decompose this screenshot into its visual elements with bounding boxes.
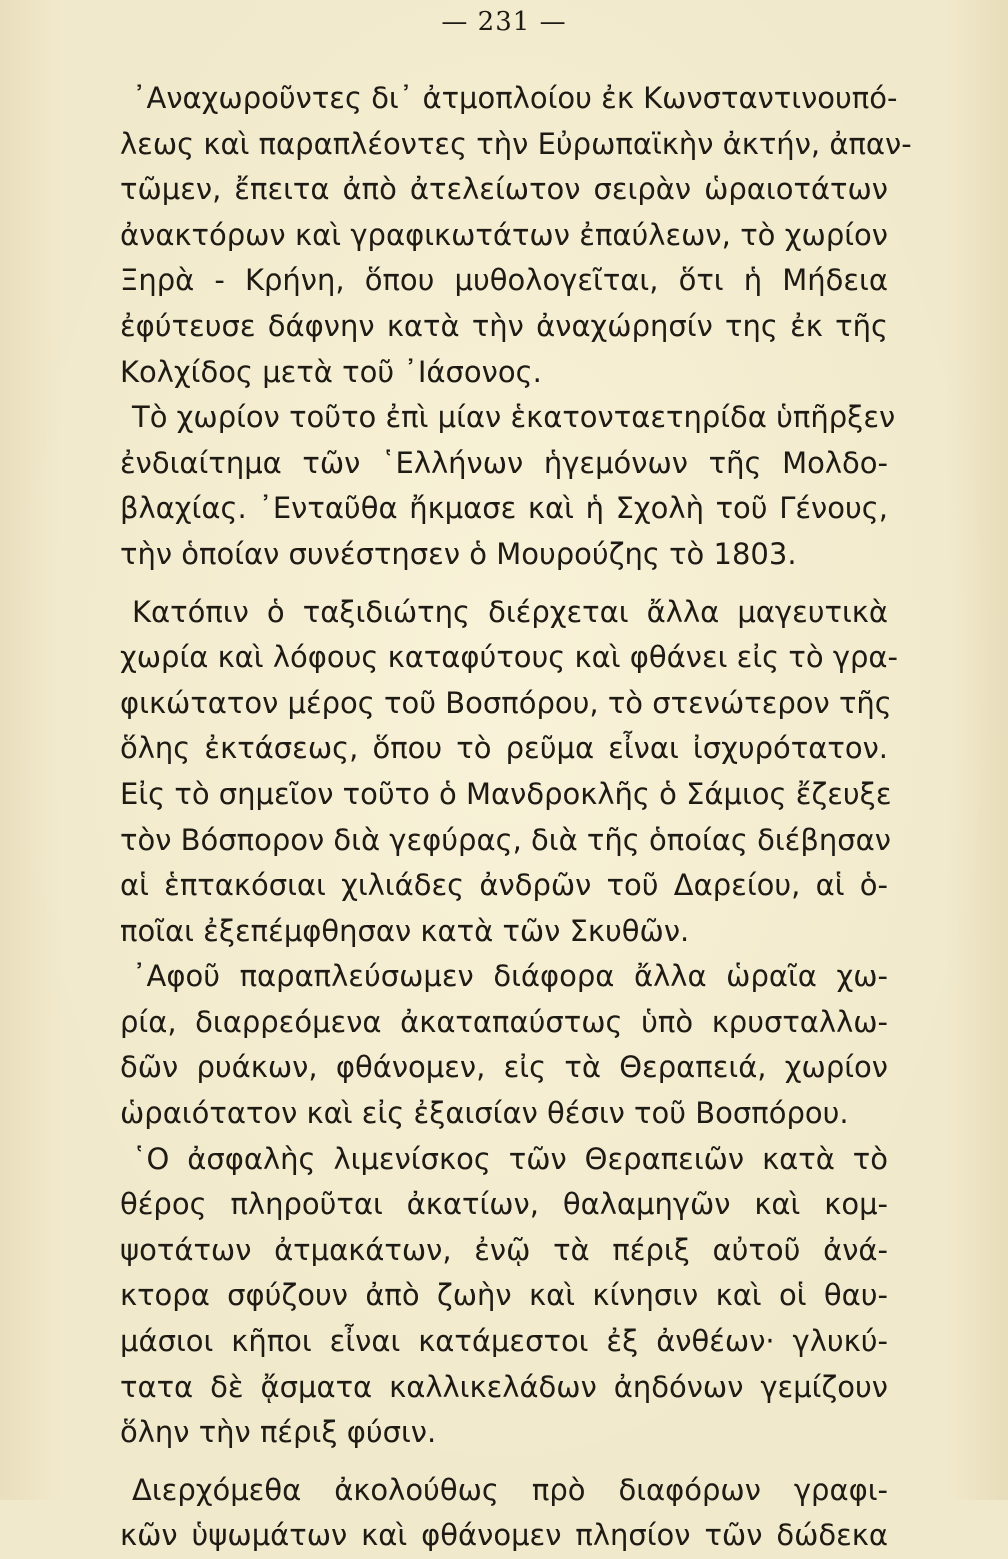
- paragraph-5: [120, 1137, 888, 1456]
- text-line: ἐνδιαίτημα τῶν ῾Ελλήνων ἡγεμόνων τῆς Μολδο-: [120, 445, 888, 480]
- paragraph-gap: [120, 1456, 888, 1468]
- paragraph-2: [120, 395, 896, 577]
- text-line: ὡραιότατον καὶ εἰς ἐξαισίαν θέσιν τοῦ Βοσπόρου.: [120, 1096, 849, 1131]
- text-line: χωρία καὶ λόφους καταφύτους καὶ φθάνει εἰς τὸ γρα-: [120, 640, 898, 675]
- paragraph-6: [120, 1468, 888, 1559]
- paragraph-1: [120, 76, 912, 395]
- text-line: ψοτάτων ἀτμακάτων, ἐνῷ τὰ πέριξ αὐτοῦ ἀνά-: [120, 1232, 888, 1267]
- text-line: τατα δὲ ᾄσματα καλλικελάδων ἀηδόνων γεμίζουν: [120, 1369, 888, 1404]
- text-line: δῶν ρυάκων, φθάνομεν, εἰς τὰ Θεραπειά, χωρίον: [120, 1050, 888, 1085]
- text-line: ἀνακτόρων καὶ γραφικωτάτων ἐπαύλεων, τὸ χωρίον: [120, 217, 888, 252]
- text-line: κῶν ὑψωμάτων καὶ φθάνομεν πλησίον τῶν δώδεκα: [120, 1518, 888, 1553]
- text-line: βλαχίας. ᾿Ενταῦθα ἤκμασε καὶ ἡ Σχολὴ τοῦ Γένους,: [120, 491, 888, 526]
- text-line: ῾Ο ἀσφαλὴς λιμενίσκος τῶν Θεραπειῶν κατὰ τὸ: [132, 1141, 888, 1176]
- text-line: φικώτατον μέρος τοῦ Βοσπόρου, τὸ στενώτερον τῆς: [120, 685, 892, 720]
- text-line: ᾿Αφοῦ παραπλεύσωμεν διάφορα ἄλλα ὡραῖα χω-: [132, 959, 888, 994]
- text-line: τὴν ὁποίαν συνέστησεν ὁ Μουρούζης τὸ 1803.: [120, 536, 797, 571]
- text-line: ποῖαι ἐξεπέμφθησαν κατὰ τῶν Σκυθῶν.: [120, 913, 690, 948]
- text-line: ὅλης ἐκτάσεως, ὅπου τὸ ρεῦμα εἶναι ἰσχυρότατον.: [120, 731, 888, 766]
- text-line: Ξηρὰ - Κρήνη, ὅπου μυθολογεῖται, ὅτι ἡ Μήδεια: [120, 263, 888, 298]
- text-line: τῶμεν, ἔπειτα ἀπὸ ἀτελείωτον σειρὰν ὡραιοτάτων: [120, 172, 888, 207]
- body-text: [120, 76, 912, 1559]
- text-line: Εἰς τὸ σημεῖον τοῦτο ὁ Μανδροκλῆς ὁ Σάμιος ἔζευξε: [120, 776, 892, 811]
- text-line: ρία, διαρρεόμενα ἀκαταπαύστως ὑπὸ κρυσταλλω-: [120, 1004, 888, 1039]
- paragraph-4: [120, 954, 888, 1136]
- text-line: ἐφύτευσε δάφνην κατὰ τὴν ἀναχώρησίν της ἐκ τῆς: [120, 308, 888, 343]
- page-number: — 231 —: [441, 7, 567, 37]
- text-line: ᾿Αναχωροῦντες δι᾿ ἀτμοπλοίου ἐκ Κωνσταντινουπό-: [132, 81, 898, 115]
- text-line: λεως καὶ παραπλέοντες τὴν Εὐρωπαϊκὴν ἀκτήν, ἀπαν-: [120, 126, 912, 161]
- paragraph-gap: [120, 578, 888, 590]
- text-line: αἱ ἑπτακόσιαι χιλιάδες ἀνδρῶν τοῦ Δαρείου, αἱ ὁ-: [120, 868, 888, 903]
- text-line: τὸν Βόσπορον διὰ γεφύρας, διὰ τῆς ὁποίας διέβησαν: [120, 822, 891, 857]
- text-line: Διερχόμεθα ἀκολούθως πρὸ διαφόρων γραφι-: [132, 1472, 888, 1507]
- text-line: Κολχίδος μετὰ τοῦ ᾿Ιάσονος.: [120, 354, 542, 389]
- text-line: ὅλην τὴν πέριξ φύσιν.: [120, 1415, 437, 1450]
- text-line: κτορα σφύζουν ἀπὸ ζωὴν καὶ κίνησιν καὶ οἱ θαυ-: [120, 1278, 888, 1313]
- paragraph-3: [120, 590, 898, 955]
- text-line: θέρος πληροῦται ἀκατίων, θαλαμηγῶν καὶ κομ-: [120, 1187, 888, 1222]
- text-line: μάσιοι κῆποι εἶναι κατάμεστοι ἐξ ἀνθέων· γλυκύ-: [120, 1324, 888, 1359]
- text-line: Κατόπιν ὁ ταξιδιώτης διέρχεται ἄλλα μαγευτικὰ: [132, 594, 888, 629]
- text-line: Τὸ χωρίον τοῦτο ἐπὶ μίαν ἑκατονταετηρίδα ὑπῆρξεν: [132, 400, 896, 435]
